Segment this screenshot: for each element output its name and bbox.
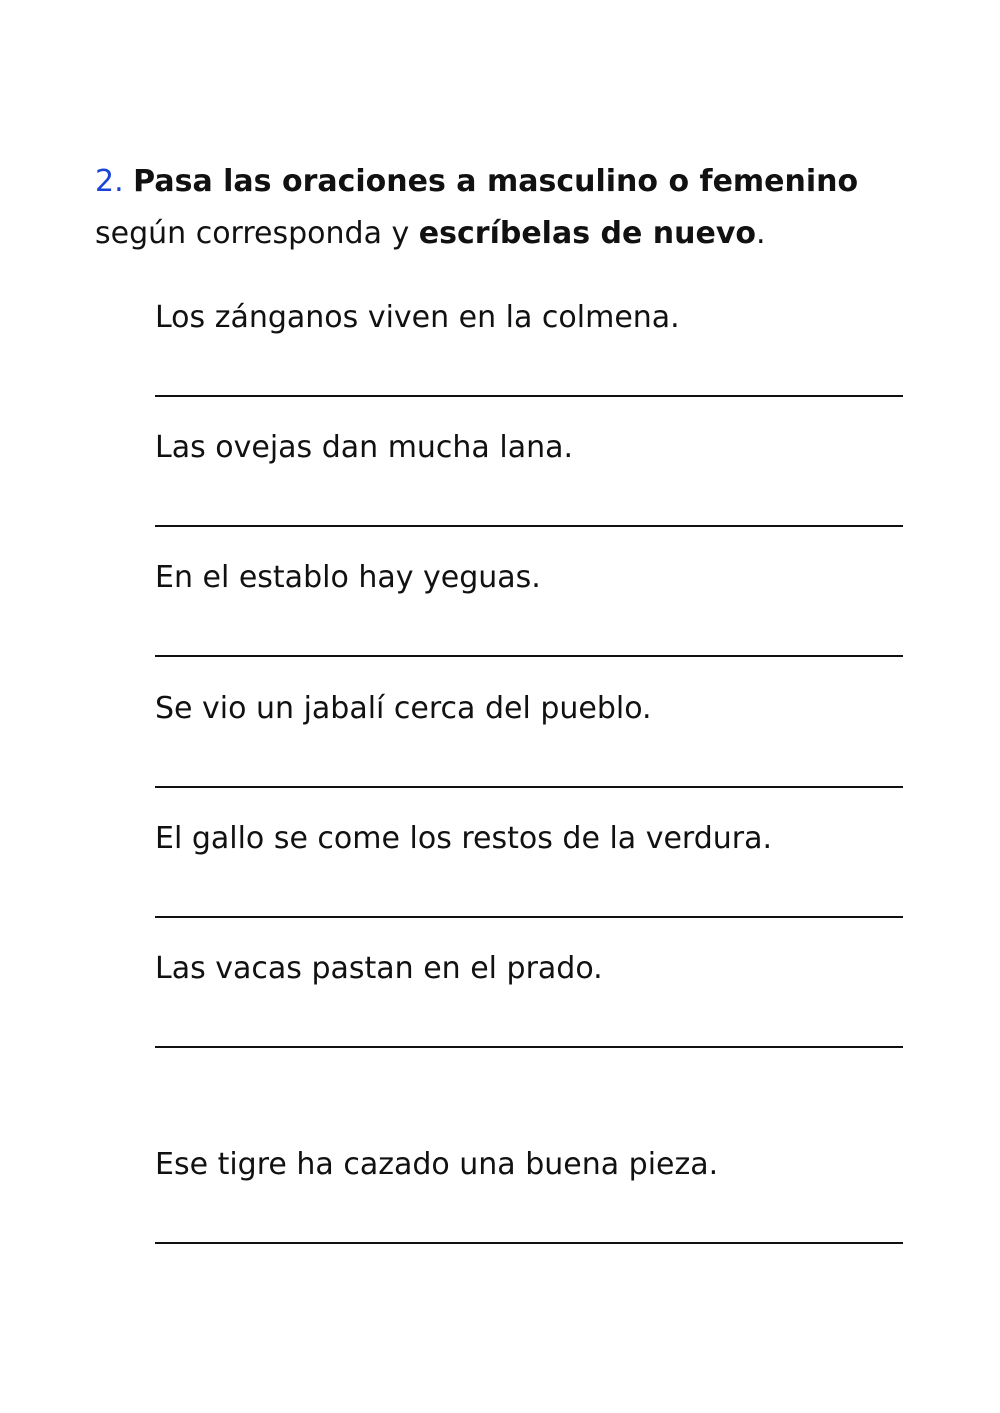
- sentence-5: El gallo se come los restos de la verdura.: [155, 821, 773, 856]
- sentence-7: Ese tigre ha cazado una buena pieza.: [155, 1147, 719, 1182]
- answer-line-2[interactable]: [155, 525, 903, 527]
- instruction-bold-2: escríbelas de nuevo: [418, 216, 756, 251]
- answer-line-7[interactable]: [155, 1242, 903, 1244]
- answer-line-1[interactable]: [155, 395, 903, 397]
- instruction-bold-1: Pasa las oraciones a masculino o femenino: [133, 164, 859, 199]
- answer-line-5[interactable]: [155, 916, 903, 918]
- answer-line-6[interactable]: [155, 1046, 903, 1048]
- sentence-2: Las ovejas dan mucha lana.: [155, 430, 574, 465]
- sentence-3: En el establo hay yeguas.: [155, 560, 541, 595]
- exercise-number: 2.: [95, 164, 124, 199]
- exercise-instructions: [95, 156, 955, 260]
- answer-line-4[interactable]: [155, 786, 903, 788]
- answer-line-3[interactable]: [155, 655, 903, 657]
- instruction-end: .: [756, 216, 766, 251]
- sentence-4: Se vio un jabalí cerca del pueblo.: [155, 691, 652, 726]
- sentence-1: Los zánganos viven en la colmena.: [155, 300, 680, 335]
- instruction-plain: según corresponda y: [95, 216, 419, 251]
- sentence-6: Las vacas pastan en el prado.: [155, 951, 603, 986]
